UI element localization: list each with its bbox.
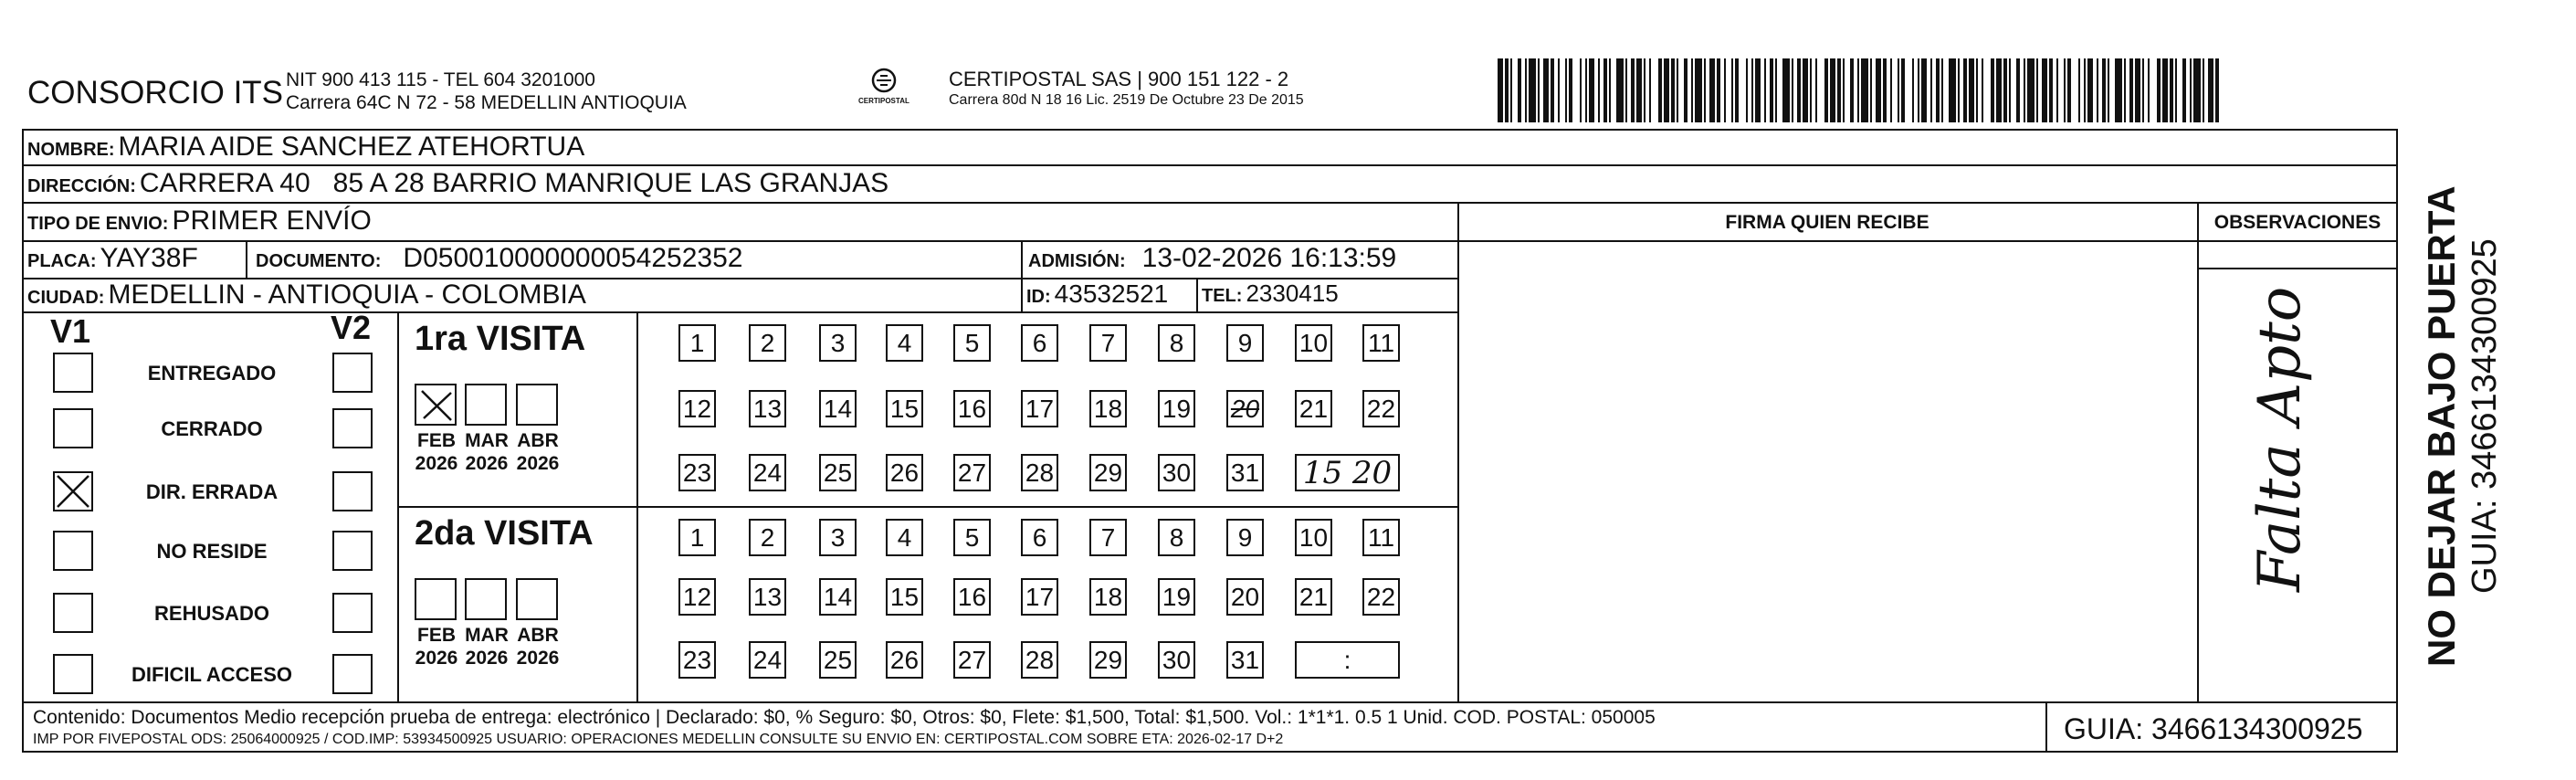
month-label — [510, 624, 565, 669]
day-box[interactable]: 16 — [953, 578, 991, 616]
month-checkbox[interactable] — [465, 578, 507, 620]
month-name: ABR — [517, 625, 559, 646]
admision-value: 13-02-2026 16:13:59 — [1141, 243, 1397, 273]
day-box[interactable]: 11 — [1362, 519, 1400, 556]
day-box[interactable]: 25 — [819, 641, 857, 679]
day-box[interactable]: 22 — [1362, 390, 1400, 427]
documento-label: DOCUMENTO: — [256, 251, 382, 271]
admision-field — [1028, 243, 1396, 274]
side-guia: GUIA: 3466134300925 — [2466, 238, 2504, 594]
day-box[interactable]: 17 — [1021, 578, 1058, 616]
documento-value: D050010000000054252352 — [403, 243, 743, 273]
v1-checkbox[interactable] — [53, 531, 93, 571]
day-box[interactable]: 2 — [749, 324, 786, 362]
logo-text: CERTIPOSTAL — [858, 97, 909, 105]
day-box[interactable]: 14 — [819, 390, 857, 427]
tel-label: TEL: — [1202, 286, 1243, 306]
nombre-value: MARIA AIDE SANCHEZ ATEHORTUA — [118, 132, 585, 162]
day-box[interactable]: 12 — [678, 390, 716, 427]
day-box[interactable]: 3 — [819, 519, 857, 556]
ciudad-field — [27, 279, 586, 311]
day-box[interactable]: 13 — [749, 578, 786, 616]
month-label — [459, 624, 514, 669]
day-box[interactable]: 28 — [1021, 641, 1058, 679]
v2-checkbox[interactable] — [332, 654, 373, 694]
v1-checkbox[interactable] — [53, 593, 93, 633]
day-box[interactable]: 20 — [1226, 578, 1264, 616]
day-box[interactable]: 14 — [819, 578, 857, 616]
day-box[interactable]: 27 — [953, 641, 991, 679]
v2-checkbox[interactable] — [332, 408, 373, 448]
nombre-field — [27, 132, 584, 163]
month-checkbox[interactable] — [465, 384, 507, 426]
firma-header: FIRMA QUIEN RECIBE — [1725, 212, 1929, 233]
carrier-address: Carrera 80d N 18 16 Lic. 2519 De Octubre 23 De 2015 — [949, 92, 1304, 108]
barcode-icon — [1498, 58, 2224, 122]
ciudad-value: MEDELLIN - ANTIOQUIA - COLOMBIA — [108, 279, 586, 310]
day-box[interactable]: 1 — [678, 519, 716, 556]
documento-field — [256, 243, 742, 274]
day-box[interactable]: 6 — [1021, 324, 1058, 362]
v1-checkbox[interactable] — [53, 408, 93, 448]
day-box[interactable]: 12 — [678, 578, 716, 616]
month-name: MAR — [465, 625, 509, 646]
v2-checkbox[interactable] — [332, 471, 373, 511]
day-box[interactable]: 29 — [1089, 454, 1127, 491]
month-checkbox[interactable] — [415, 384, 457, 426]
day-box[interactable]: 24 — [749, 641, 786, 679]
day-box[interactable]: 29 — [1089, 641, 1127, 679]
footer-line1: Contenido: Documentos Medio recepción prueba de entrega: electrónico | Declarado: $0, % Seguro: $0, Otros: $0, Flete: $1,500, Total: $1,500. Vol.: 1*1*1. 0.5 1 Unid. COD. POSTAL: 050005 — [33, 707, 1656, 728]
day-box[interactable]: 9 — [1226, 519, 1264, 556]
day-box[interactable]: 30 — [1158, 454, 1195, 491]
admision-label: ADMISIÓN: — [1028, 251, 1126, 271]
side-warning: NO DEJAR BAJO PUERTA — [2420, 185, 2463, 667]
month-year: 2026 — [415, 453, 458, 474]
handwritten-observation: Falta Apto — [2246, 286, 2314, 592]
tel-value: 2330415 — [1246, 279, 1339, 307]
day-box[interactable]: 9 — [1226, 324, 1264, 362]
company-name: CONSORCIO ITS — [27, 75, 284, 111]
v1-checkbox[interactable] — [53, 353, 93, 393]
placa-label: PLACA: — [27, 251, 97, 271]
day-box[interactable]: 4 — [886, 324, 923, 362]
day-box[interactable]: 6 — [1021, 519, 1058, 556]
day-box[interactable]: 23 — [678, 454, 716, 491]
v2-checkbox[interactable] — [332, 353, 373, 393]
day-box[interactable]: 15 — [886, 578, 923, 616]
day-box[interactable]: 31 — [1226, 454, 1264, 491]
ciudad-label: CIUDAD: — [27, 288, 105, 308]
month-name: ABR — [517, 430, 559, 451]
id-label: ID: — [1026, 287, 1051, 307]
month-checkbox[interactable] — [516, 384, 558, 426]
day-box[interactable]: 20 — [1226, 390, 1264, 427]
month-label — [409, 429, 464, 475]
day-box[interactable]: 5 — [953, 519, 991, 556]
day-box[interactable]: 27 — [953, 454, 991, 491]
direccion-label: DIRECCIÓN: — [27, 176, 136, 196]
day-box[interactable]: 3 — [819, 324, 857, 362]
status-option-label: CERRADO — [161, 417, 263, 440]
day-box[interactable]: 31 — [1226, 641, 1264, 679]
v1-checkbox[interactable] — [53, 471, 93, 511]
day-box[interactable]: 16 — [953, 390, 991, 427]
direccion-value: CARRERA 40 85 A 28 BARRIO MANRIQUE LAS GRANJAS — [139, 168, 889, 198]
footer-line2: IMP POR FIVEPOSTAL ODS: 25064000925 / COD.IMP: 53934500925 USUARIO: OPERACIONES MEDELLIN CONSULTE SU ENVIO EN: CERTIPOSTAL.COM SOBRE ETA: 2026-02-17 D+2 — [33, 732, 1284, 747]
day-box[interactable]: 28 — [1021, 454, 1058, 491]
month-checkbox[interactable] — [516, 578, 558, 620]
day-box[interactable]: 10 — [1295, 519, 1332, 556]
day-box[interactable]: 30 — [1158, 641, 1195, 679]
day-box[interactable]: 18 — [1089, 578, 1127, 616]
month-label — [510, 429, 565, 475]
tipo-envio-label: TIPO DE ENVIO: — [27, 214, 169, 234]
id-field — [1026, 279, 1168, 309]
status-option-label: REHUSADO — [154, 602, 269, 625]
carrier-info — [949, 68, 1304, 111]
time-box[interactable]: : — [1295, 641, 1400, 679]
month-year: 2026 — [465, 648, 509, 669]
month-year: 2026 — [516, 648, 560, 669]
day-box[interactable]: 22 — [1362, 578, 1400, 616]
day-box[interactable]: 25 — [819, 454, 857, 491]
tipo-envio-value: PRIMER ENVÍO — [172, 206, 372, 236]
day-box[interactable]: 19 — [1158, 390, 1195, 427]
status-option-label: DIFICIL ACCESO — [131, 663, 292, 686]
v2-checkbox[interactable] — [332, 593, 373, 633]
placa-field — [27, 243, 198, 274]
month-year: 2026 — [465, 453, 509, 474]
day-box[interactable]: 2 — [749, 519, 786, 556]
day-box[interactable]: 7 — [1089, 324, 1127, 362]
time-box[interactable]: 15 20 — [1295, 454, 1400, 491]
status-option-label: NO RESIDE — [156, 540, 268, 563]
month-year: 2026 — [415, 648, 458, 669]
carrier-nit: CERTIPOSTAL SAS | 900 151 122 - 2 — [949, 68, 1289, 90]
certipostal-logo-icon — [857, 66, 911, 111]
day-box[interactable]: 8 — [1158, 519, 1195, 556]
tel-field — [1202, 279, 1339, 308]
visit1-title: 1ra VISITA — [415, 320, 586, 358]
company-nit: NIT 900 413 115 - TEL 604 3201000 — [286, 69, 595, 90]
placa-value: YAY38F — [100, 243, 198, 273]
month-checkbox[interactable] — [415, 578, 457, 620]
day-box[interactable]: 10 — [1295, 324, 1332, 362]
observaciones-header: OBSERVACIONES — [2213, 212, 2381, 233]
day-box[interactable]: 4 — [886, 519, 923, 556]
day-box[interactable]: 8 — [1158, 324, 1195, 362]
tipo-envio-field — [27, 206, 372, 237]
day-box[interactable]: 1 — [678, 324, 716, 362]
month-name: FEB — [417, 625, 456, 646]
v1-checkbox[interactable] — [53, 654, 93, 694]
day-box[interactable]: 23 — [678, 641, 716, 679]
day-box[interactable]: 5 — [953, 324, 991, 362]
nombre-label: NOMBRE: — [27, 140, 115, 160]
day-box[interactable]: 26 — [886, 641, 923, 679]
month-label — [409, 624, 464, 669]
company-info — [286, 69, 687, 114]
company-address: Carrera 64C N 72 - 58 MEDELLIN ANTIOQUIA — [286, 92, 687, 113]
v2-checkbox[interactable] — [332, 531, 373, 571]
month-label — [459, 429, 514, 475]
visit2-title: 2da VISITA — [415, 514, 594, 553]
footer-content — [33, 707, 1656, 748]
day-box[interactable]: 21 — [1295, 578, 1332, 616]
day-box[interactable]: 21 — [1295, 390, 1332, 427]
v2-label: V2 — [331, 309, 372, 346]
day-box[interactable]: 17 — [1021, 390, 1058, 427]
day-box[interactable]: 11 — [1362, 324, 1400, 362]
day-box[interactable]: 26 — [886, 454, 923, 491]
status-option-label: DIR. ERRADA — [145, 480, 279, 503]
day-box[interactable]: 18 — [1089, 390, 1127, 427]
day-box[interactable]: 19 — [1158, 578, 1195, 616]
v1-label: V1 — [50, 312, 91, 350]
status-option-label: ENTREGADO — [147, 362, 277, 385]
day-box[interactable]: 15 — [886, 390, 923, 427]
month-name: MAR — [465, 430, 509, 451]
day-box[interactable]: 24 — [749, 454, 786, 491]
day-box[interactable]: 13 — [749, 390, 786, 427]
footer-guia: GUIA: 3466134300925 — [2064, 712, 2363, 745]
direccion-field — [27, 168, 888, 199]
id-value: 43532521 — [1054, 279, 1169, 308]
day-box[interactable]: 7 — [1089, 519, 1127, 556]
month-name: FEB — [417, 430, 456, 451]
month-year: 2026 — [516, 453, 560, 474]
